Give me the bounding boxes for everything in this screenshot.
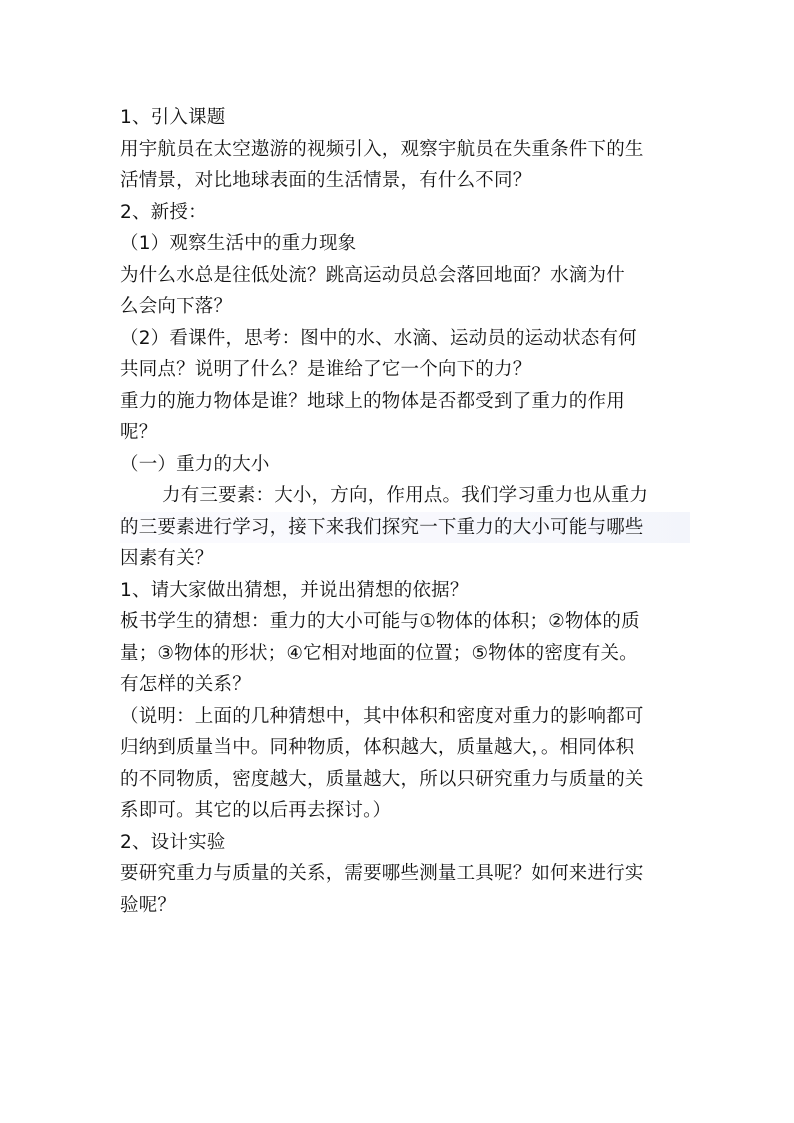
note-line: （说明：上面的几种猜想中，其中体积和密度对重力的影响都可 — [120, 705, 644, 727]
paragraph-line: 活情景，对比地球表面的生活情景，有什么不同？ — [120, 170, 532, 191]
paragraph-line: 有怎样的关系？ — [120, 674, 251, 695]
paragraph-line: 板书学生的猜想：重力的大小可能与①物体的体积；②物体的质 — [120, 611, 640, 632]
paragraph-line: 用宇航员在太空遨游的视频引入，观察宇航员在失重条件下的生 — [120, 138, 644, 160]
paragraph-line: 为什么水总是往低处流？跳高运动员总会落回地面？水滴为什 — [120, 264, 625, 286]
heading-make-hypothesis: 1、请大家做出猜想，并说出猜想的依据？ — [120, 579, 469, 601]
paragraph-line: 重力的施力物体是谁？地球上的物体是否都受到了重力的作用 — [120, 390, 625, 412]
paragraph-line: 验呢？ — [120, 894, 177, 916]
paragraph-line: 要研究重力与质量的关系，需要哪些测量工具呢？如何来进行实 — [120, 863, 644, 884]
heading-introduce-topic: 1、引入课题 — [120, 107, 226, 128]
paragraph-line: 共同点？说明了什么？是谁给了它一个向下的力？ — [120, 359, 532, 380]
paragraph-line: 量；③物体的形状；④它相对地面的位置；⑤物体的密度有关。 — [120, 642, 638, 664]
highlighted-paragraph-line: 的三要素进行学习，接下来我们探究一下重力的大小可能与哪些 — [120, 512, 690, 544]
note-line: 归纳到质量当中。同种物质，体积越大，质量越大，。相同体积 — [120, 737, 635, 758]
paragraph-line: 呢？ — [120, 422, 158, 443]
subheading-gravity-phenomena: （1）观察生活中的重力现象 — [120, 233, 357, 254]
paragraph-line: 么会向下落？ — [120, 296, 233, 317]
heading-design-experiment: 2、设计实验 — [120, 831, 226, 853]
heading-new-lesson: 2、新授： — [120, 201, 207, 223]
section-heading-gravity-magnitude: （一）重力的大小 — [120, 453, 270, 475]
note-line: 的不同物质，密度越大，质量越大，所以只研究重力与质量的关 — [120, 768, 644, 790]
paragraph-line: 力有三要素：大小，方向，作用点。我们学习重力也从重力 — [162, 485, 649, 506]
document-body — [120, 102, 690, 921]
note-line: 系即可。其它的以后再去探讨。） — [120, 800, 392, 821]
subheading-courseware-question: （2）看课件，思考：图中的水、水滴、运动员的运动状态有何 — [120, 327, 637, 349]
paragraph-line: 因素有关？ — [120, 548, 214, 569]
